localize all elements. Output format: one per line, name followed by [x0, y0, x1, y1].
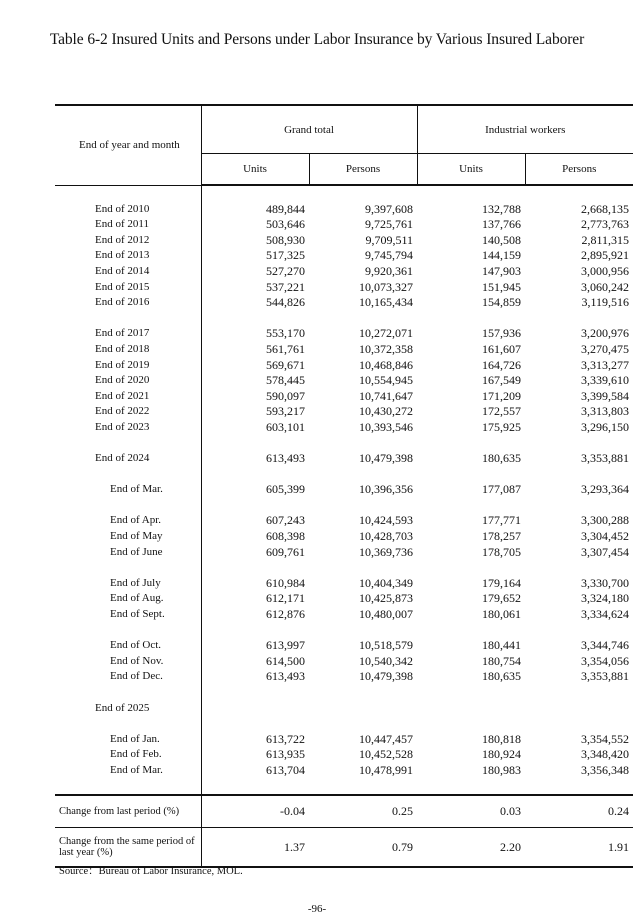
table-row: End of 2012 508,930 9,709,511 140,508 2,811,315	[55, 233, 633, 249]
table-row: End of May 608,398 10,428,703 178,257 3,304,452	[55, 529, 633, 545]
table-row: End of 2022 593,217 10,430,272 172,557 3,313,803	[55, 404, 633, 420]
industrial-workers-header: Industrial workers	[417, 105, 633, 154]
table-row: End of Sept. 612,876 10,480,007 180,061 3,334,624	[55, 607, 633, 623]
header-row-groups	[55, 105, 633, 154]
table-row: End of 2015 537,221 10,073,327 151,945 3,060,242	[55, 280, 633, 296]
table-row: End of 2011 503,646 9,725,761 137,766 2,773,763	[55, 217, 633, 233]
table-row: End of June 609,761 10,369,736 178,705 3,307,454	[55, 545, 633, 561]
labor-insurance-table	[55, 104, 633, 868]
table-row: End of 2023 603,101 10,393,546 175,925 3,296,150	[55, 420, 633, 436]
table-row: End of Nov. 614,500 10,540,342 180,754 3,354,056	[55, 654, 633, 670]
change-same-period-row: Change from the same period of last year (%) 1.37 0.79 2.20 1.91	[55, 828, 633, 868]
table-row: End of 2016 544,826 10,165,434 154,859 3,119,516	[55, 295, 633, 311]
table-row: End of Oct. 613,997 10,518,579 180,441 3,344,746	[55, 638, 633, 654]
table-row: End of Dec. 613,493 10,479,398 180,635 3,353,881	[55, 669, 633, 685]
source-note: Source：Bureau of Labor Insurance, MOL.	[59, 866, 243, 877]
change-last-period-row: Change from last period (%) -0.04 0.25 0.03 0.24	[55, 795, 633, 828]
table-row: End of 2020 578,445 10,554,945 167,549 3,339,610	[55, 373, 633, 389]
stub-header: End of year and month	[55, 105, 201, 185]
table-row: End of Feb. 613,935 10,452,528 180,924 3,348,420	[55, 747, 633, 763]
table-row: End of 2017 553,170 10,272,071 157,936 3,200,976	[55, 326, 633, 342]
table-row: End of 2025	[55, 701, 633, 717]
table-row: End of 2014 527,270 9,920,361 147,903 3,000,956	[55, 264, 633, 280]
industrial-units-header: Units	[417, 154, 525, 186]
table-row: End of Aug. 612,171 10,425,873 179,652 3,324,180	[55, 591, 633, 607]
table-row: End of 2018 561,761 10,372,358 161,607 3,270,475	[55, 342, 633, 358]
table-row: End of Mar. 605,399 10,396,356 177,087 3,293,364	[55, 482, 633, 498]
table-row: End of 2010 489,844 9,397,608 132,788 2,668,135	[55, 202, 633, 218]
table-row: End of 2021 590,097 10,741,647 171,209 3,399,584	[55, 389, 633, 405]
table-row: End of Apr. 607,243 10,424,593 177,771 3,300,288	[55, 513, 633, 529]
grand-units-header: Units	[201, 154, 309, 186]
table-row: End of 2019 569,671 10,468,846 164,726 3,313,277	[55, 358, 633, 374]
grand-persons-header: Persons	[309, 154, 417, 186]
table-row: End of 2013 517,325 9,745,794 144,159 2,895,921	[55, 248, 633, 264]
table-row: End of Jan. 613,722 10,447,457 180,818 3,354,552	[55, 732, 633, 748]
table-row: End of 2024 613,493 10,479,398 180,635 3,353,881	[55, 451, 633, 467]
industrial-persons-header: Persons	[525, 154, 633, 186]
grand-total-header: Grand total	[201, 105, 417, 154]
page-title: Table 6-2 Insured Units and Persons under Labor Insurance by Various Insured Laborer	[49, 31, 585, 48]
table-row: End of July 610,984 10,404,349 179,164 3,330,700	[55, 576, 633, 592]
table-row: End of Mar. 613,704 10,478,991 180,983 3,356,348	[55, 763, 633, 779]
page-number: -96-	[307, 903, 327, 915]
